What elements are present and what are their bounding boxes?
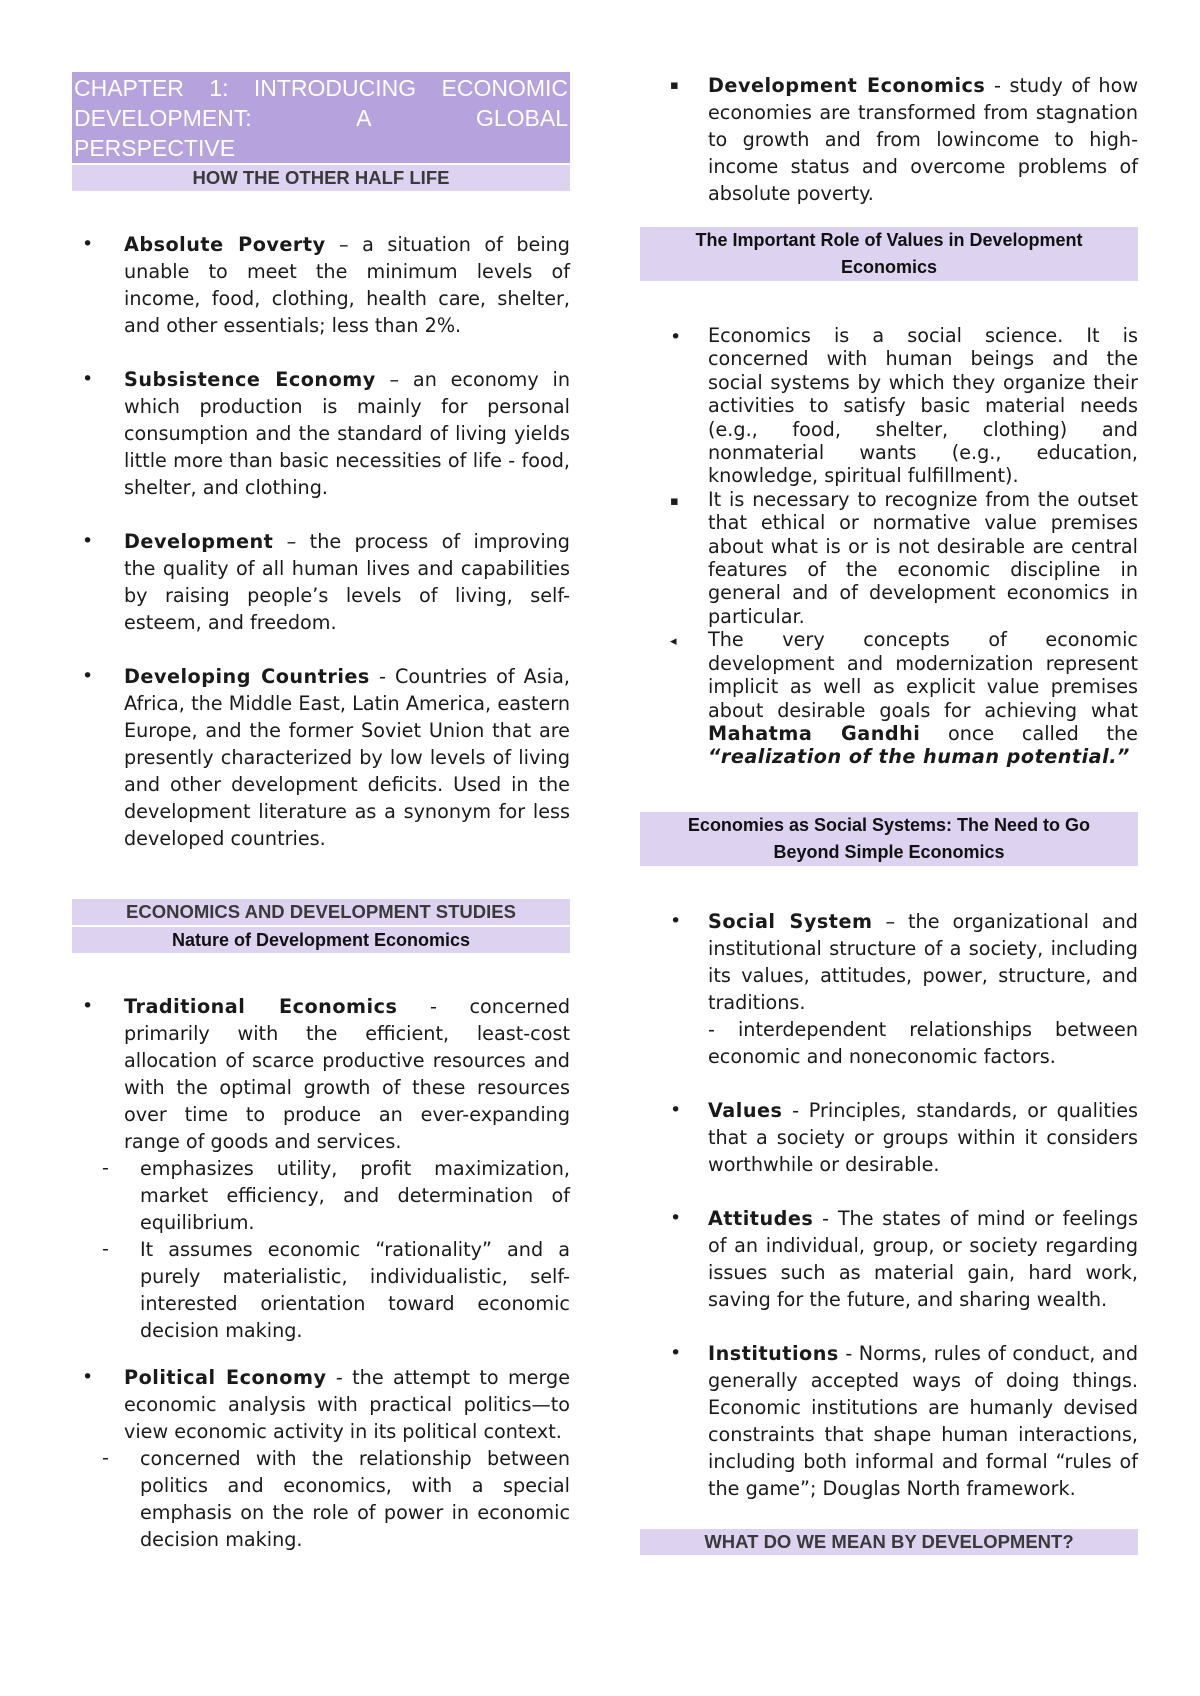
bullet-icon: • — [670, 326, 682, 348]
left-column — [72, 72, 570, 1553]
bullet-icon: • — [82, 530, 94, 552]
chapter-title-line-1 — [74, 73, 568, 103]
dash-icon: - — [102, 1238, 109, 1260]
bullet-icon: • — [670, 1206, 682, 1229]
gandhi-name: Mahatma Gandhi — [708, 721, 921, 745]
term-subsistence-economy — [72, 366, 570, 501]
term-label: Values — [708, 1098, 783, 1122]
section-heading-role-of-values — [640, 227, 1138, 281]
term-label: Political Economy — [124, 1366, 327, 1389]
term-definition: – a situation of being unable to meet the minimum levels of income, food, clothing, health care, shelter, and other essentials; less than 2%. — [124, 233, 570, 337]
title-word: GLOBAL — [475, 105, 568, 131]
bullet-icon: • — [670, 1098, 682, 1121]
term-development — [72, 528, 570, 636]
bullet-icon: ▪ — [670, 78, 679, 93]
term-extra: - interdependent relationships between economic and noneconomic factors. — [708, 1017, 1138, 1068]
term-institutions — [640, 1340, 1138, 1502]
bullet-icon: • — [670, 909, 682, 932]
section-heading-how-other-half: HOW THE OTHER HALF LIFE — [72, 165, 570, 191]
section-heading-what-is-development: WHAT DO WE MEAN BY DEVELOPMENT? — [640, 1529, 1138, 1555]
traditional-dash-point — [72, 1236, 570, 1344]
political-dash-point — [72, 1445, 570, 1553]
subheading-nature-of-development-economics: Nature of Development Economics — [72, 927, 570, 953]
bullet-icon: ▪ — [670, 493, 679, 509]
bullet-icon: • — [82, 368, 94, 390]
chapter-title-line-2 — [74, 103, 568, 133]
dash-icon: - — [102, 1157, 109, 1179]
heading-line: Economies as Social Systems: The Need to Go — [687, 814, 1091, 835]
values-point — [640, 488, 1138, 628]
gandhi-quote: “realization of the human potential.” — [708, 745, 1130, 769]
bullet-icon: ◂ — [670, 634, 677, 650]
dash-text: emphasizes utility, profit maximization, market efficiency, and determination of equilibrium. — [140, 1157, 570, 1234]
bullet-icon: • — [82, 233, 94, 255]
title-word: INTRODUCING — [253, 75, 417, 101]
term-definition: - concerned primarily with the efficient, least-cost allocation of scarce productive resources and with the optimal growth of these resources over time to produce an ever-expanding range of goods and services. — [124, 995, 570, 1153]
section-heading-economics-development-studies: ECONOMICS AND DEVELOPMENT STUDIES — [72, 899, 570, 925]
values-point — [640, 628, 1138, 768]
term-definition: – the organizational and institutional structure of a society, including its values, attitudes, power, structure, and traditions. — [708, 909, 1138, 1014]
bullet-icon: • — [82, 1366, 94, 1388]
term-attitudes — [640, 1205, 1138, 1313]
title-word: ECONOMIC — [441, 75, 568, 101]
bullet-icon: • — [82, 665, 94, 687]
values-point-text: once called the — [920, 721, 1138, 745]
term-traditional-economics — [72, 993, 570, 1155]
bullet-icon: • — [670, 1341, 682, 1364]
term-definition: - study of how economies are transformed from stagnation to growth and from lowincome to high-income status and overcome problems of absolute poverty. — [708, 74, 1139, 205]
dash-icon: - — [102, 1447, 109, 1469]
dash-text: concerned with the relationship between politics and economics, with a special emphasis on the role of power in economic decision making. — [140, 1447, 570, 1551]
term-label: Subsistence Economy — [124, 368, 376, 391]
heading-line: The Important Role of Values in Development — [695, 230, 1083, 250]
term-social-system — [640, 908, 1138, 1070]
heading-line: Beyond Simple Economics — [773, 841, 1005, 862]
values-point-text: It is necessary to recognize from the outset that ethical or normative value premises about what is or is not desirable are central features of the economic discipline in general and of development economics in particular. — [708, 487, 1138, 628]
dash-text: It assumes economic “rationality” and a purely materialistic, individualistic, self-interested orientation toward economic decision making. — [140, 1238, 570, 1342]
term-label: Development — [124, 530, 274, 553]
term-label: Developing Countries — [124, 665, 370, 688]
traditional-dash-point — [72, 1155, 570, 1236]
term-definition: - Norms, rules of conduct, and generally accepted ways of doing things. Economic institutions are humanly devised constraints that shape human interactions, including both informal and formal “rules of the game”; Douglas North framework. — [708, 1341, 1138, 1500]
term-definition: - Principles, standards, or qualities that a society or groups within it considers worthwhile or desirable. — [708, 1098, 1138, 1176]
values-point-text: The very concepts of economic development and modernization represent implicit as well as explicit value premises about desirable goals for achieving what — [708, 628, 1138, 722]
term-developing-countries — [72, 663, 570, 852]
title-word: CHAPTER — [74, 75, 184, 101]
right-column — [640, 72, 1138, 1555]
term-label: Absolute Poverty — [124, 233, 326, 256]
chapter-title-line-3: PERSPECTIVE — [74, 135, 236, 161]
term-definition: - The states of mind or feelings of an individual, group, or society regarding issues such as material gain, hard work, saving for the future, and sharing wealth. — [708, 1206, 1138, 1311]
term-label: Traditional Economics — [124, 995, 398, 1018]
term-absolute-poverty — [72, 231, 570, 339]
bullet-icon: • — [82, 995, 94, 1017]
chapter-title — [72, 72, 570, 163]
term-definition: - Countries of Asia, Africa, the Middle East, Latin America, eastern Europe, and the former Soviet Union that are presently characterized by low levels of living and other development deficits. Used in the development literature as a synonym for less developed countries. — [124, 665, 570, 850]
heading-line: Economics — [840, 257, 938, 277]
term-label: Institutions — [708, 1341, 839, 1365]
title-word: 1: — [209, 75, 229, 101]
section-heading-social-systems — [640, 812, 1138, 866]
term-definition: - the attempt to merge economic analysis with practical politics—to view economic activity in its political context. — [124, 1366, 570, 1443]
term-development-economics — [640, 72, 1138, 207]
title-word: DEVELOPMENT: — [74, 105, 252, 131]
title-word: A — [356, 105, 372, 131]
term-definition: – the process of improving the quality of all human lives and capabilities by raising people’s levels of living, self-esteem, and freedom. — [124, 530, 570, 634]
values-point-text: Economics is a social science. It is concerned with human beings and the social systems by which they organize their activities to satisfy basic material needs (e.g., food, shelter, clothing) and nonmaterial wants (e.g., education, knowledge, spiritual fulfillment). — [708, 324, 1138, 488]
values-point — [640, 324, 1138, 488]
term-political-economy — [72, 1364, 570, 1445]
term-definition: – an economy in which production is mainly for personal consumption and the standard of living yields little more than basic necessities of life - food, shelter, and clothing. — [124, 368, 570, 499]
term-label: Attitudes — [708, 1206, 814, 1230]
term-values — [640, 1097, 1138, 1178]
term-label: Development Economics — [708, 74, 986, 97]
term-label: Social System — [708, 909, 873, 933]
